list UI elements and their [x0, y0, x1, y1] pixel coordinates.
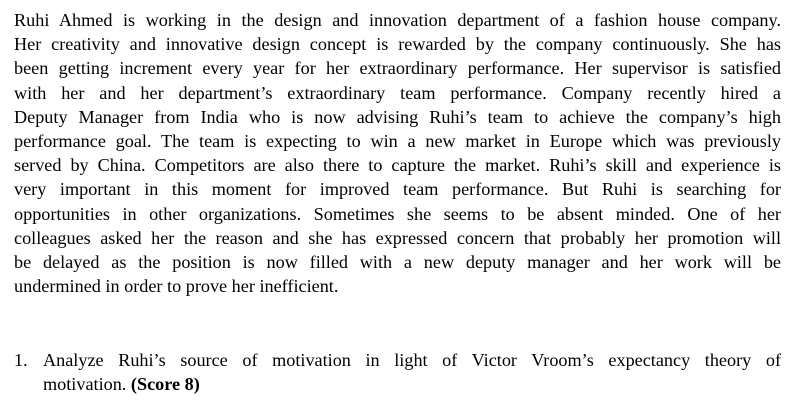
- question-text: [43, 348, 781, 396]
- question-line: Analyze Ruhi’s source of motivation in light of Victor Vroom’s expectancy theory of: [43, 350, 781, 370]
- passage-line: Her creativity and innovative design concept is rewarded by the company continuously. She has: [14, 34, 781, 55]
- question-number: 1.: [14, 350, 28, 370]
- passage-line: Deputy Manager from India who is now advising Ruhi’s team to achieve the company’s high: [14, 106, 781, 127]
- passage-line: with her and her department’s extraordinary team performance. Company recently hired a: [14, 82, 781, 103]
- passage-line: Ruhi Ahmed is working in the design and innovation department of a fashion house company.: [14, 10, 781, 30]
- passage-line: been getting increment every year for her extraordinary performance. Her supervisor is satisfied: [14, 58, 781, 79]
- passage-line: performance goal. The team is expecting to win a new market in Europe which was previously: [14, 130, 781, 151]
- passage-line: be delayed as the position is now filled with a new deputy manager and her work will be: [14, 251, 781, 272]
- passage-line: colleagues asked her the reason and she has expressed concern that probably her promotion will: [14, 227, 781, 248]
- passage-line: very important in this moment for improved team performance. But Ruhi is searching for: [14, 179, 781, 200]
- passage-line: served by China. Competitors are also there to capture the market. Ruhi’s skill and experience is: [14, 155, 781, 176]
- passage-line: undermined in order to prove her inefficient.: [14, 276, 339, 297]
- question-line-text: motivation.: [43, 374, 127, 395]
- score-label: (Score 8): [130, 374, 200, 395]
- case-passage: [14, 8, 781, 298]
- passage-line: opportunities in other organizations. Sometimes she seems to be absent minded. One of her: [14, 203, 781, 224]
- question-line: [43, 372, 781, 396]
